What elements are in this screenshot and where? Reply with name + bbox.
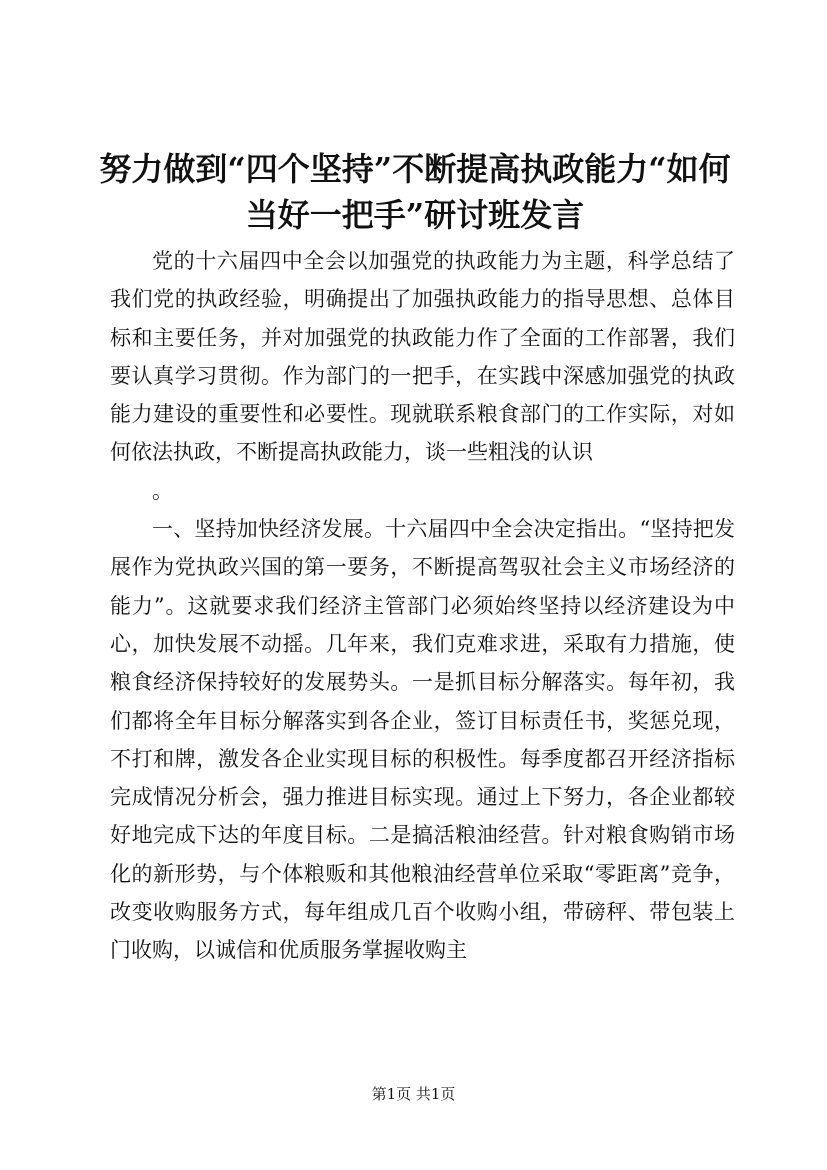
paragraph-section-one: 一、坚持加快经济发展。十六届四中全会决定指出。“坚持把发展作为党执政兴国的第一要务，不断提高驾驭社会主义市场经济的能力”。这就要求我们经济主管部门必须始终坚持以经济建设为中心，加快发展不动摇。几年来，我们克难求进，采取有力措施，使粮食经济保持较好的发展势头。一是抓目标分解落实。每年初，我们都将全年目标分解落实到各企业，签订目标责任书，奖惩兑现，不打和牌，激发各企业实现目标的积极性。每季度都召开经济指标完成情况分析会，强力推进目标实现。通过上下努力，各企业都较好地完成下达的年度目标。二是搞活粮油经营。针对粮食购销市场化的新形势，与个体粮贩和其他粮油经营单位采取“零距离”竞争，改变收购服务方式，每年组成几百个收购小组，带磅秤、带包装上门收购，以诚信和优质服务掌握收购主 (110, 517, 735, 963)
document-body (110, 242, 735, 970)
paragraph-intro: 党的十六届四中全会以加强党的执政能力为主题，科学总结了我们党的执政经验，明确提出了加强执政能力的指导思想、总体目标和主要任务，并对加强党的执政能力作了全面的工作部署，我们要认真学习贯彻。作为部门的一把手，在实践中深感加强党的执政能力建设的重要性和必要性。现就联系粮食部门的工作实际，对如何依法执政，不断提高执政能力，谈一些粗浅的认识 (110, 249, 735, 465)
paragraph-period: 。 (152, 478, 173, 503)
page-number-footer: 第1页 共1页 (371, 1085, 456, 1103)
document-title: 努力做到“四个坚持”不断提高执政能力“如何当好一把手”研讨班发言 (99, 150, 731, 234)
